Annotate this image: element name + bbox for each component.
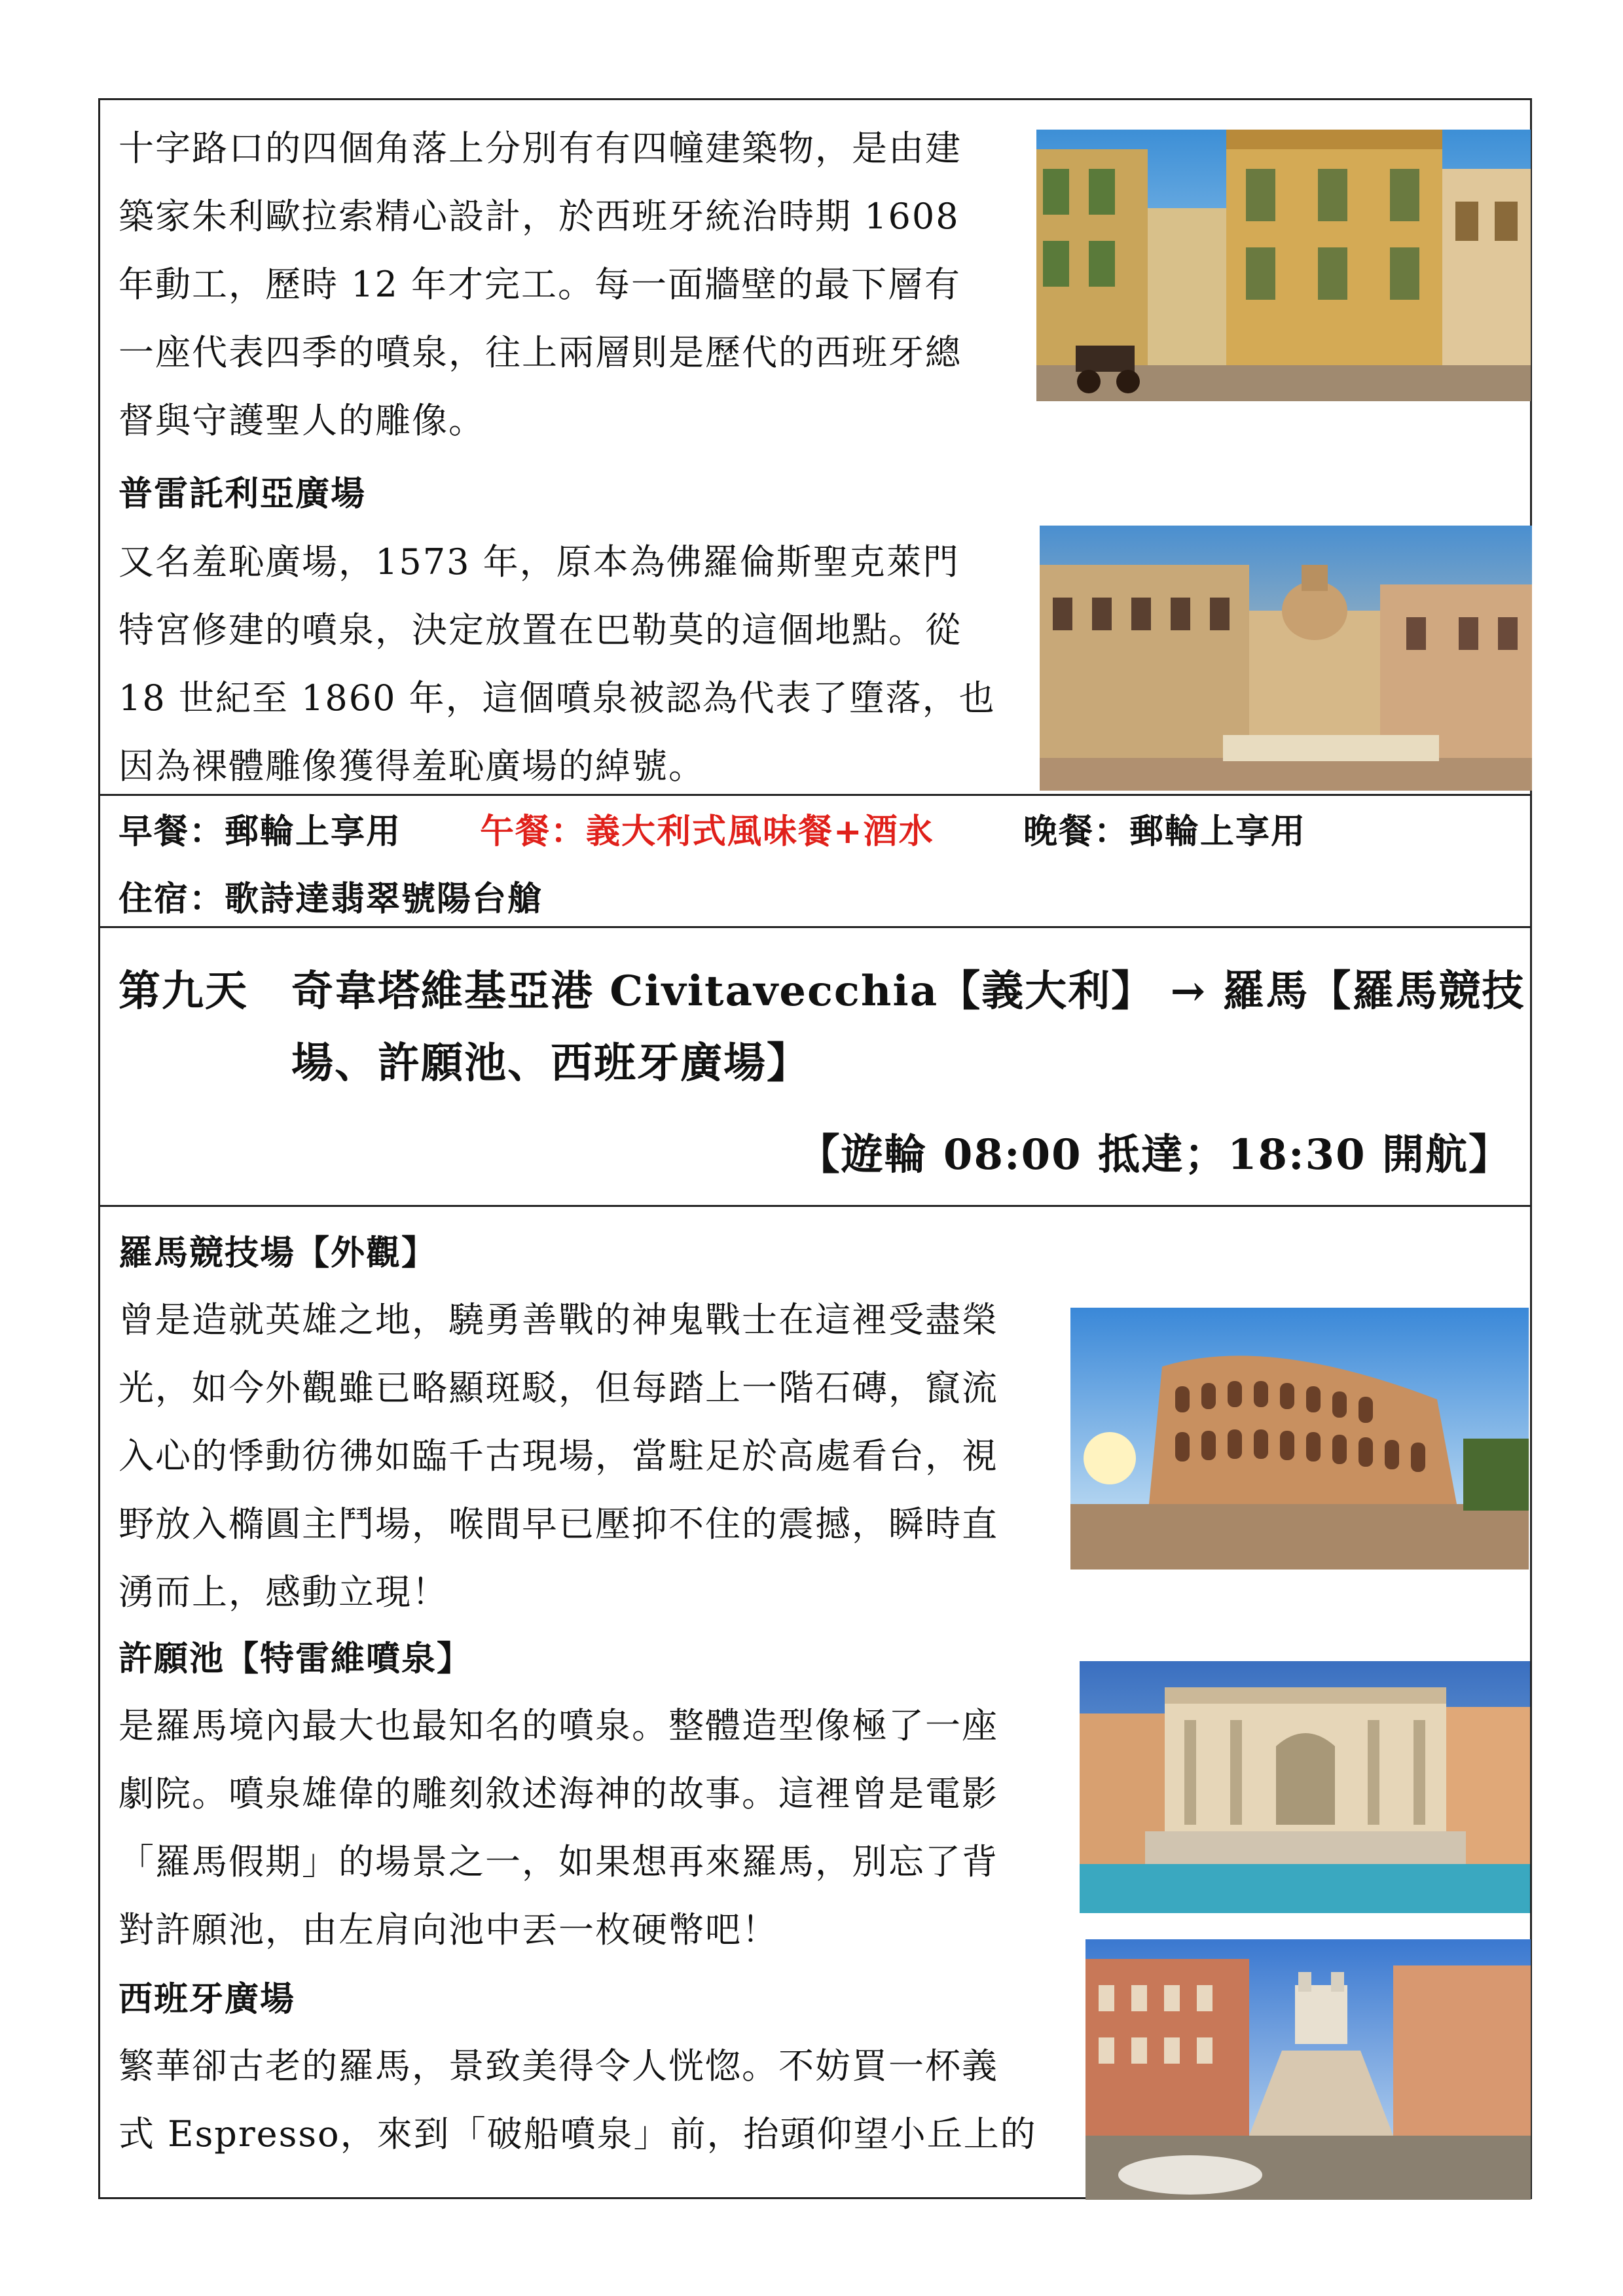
itinerary-frame xyxy=(98,98,1532,2199)
text-line: 曾是造就英雄之地，驍勇善戰的神鬼戰士在這裡受盡榮 xyxy=(119,1299,998,1340)
spanish-steps-heading: 西班牙廣場 xyxy=(119,1980,296,2019)
text-line: 繁華卻古老的羅馬，景致美得令人恍惚。不妨買一杯義 xyxy=(119,2045,998,2087)
trevi-fountain-illustration xyxy=(1080,1661,1530,1913)
text-line: 式 Espresso，來到「破船噴泉」前，抬頭仰望小丘上的 xyxy=(119,2113,1037,2155)
quattro-canti-illustration xyxy=(1036,130,1531,401)
text-line: 「羅馬假期」的場景之一，如果想再來羅馬，別忘了背 xyxy=(119,1841,998,1882)
text-line: 十字路口的四個角落上分別有有四幢建築物，是由建 xyxy=(119,128,962,169)
colosseum-description xyxy=(119,1286,998,1626)
text-line: 督與守護聖人的雕像。 xyxy=(119,400,485,441)
trevi-fountain-description xyxy=(119,1692,998,1964)
spanish-steps-illustration xyxy=(1085,1939,1531,2200)
quattro-canti-photo xyxy=(1036,130,1531,401)
piazza-pretoria-description xyxy=(119,528,996,800)
divider xyxy=(100,794,1530,796)
quattro-canti-description xyxy=(119,115,962,455)
piazza-pretoria-heading: 普雷託利亞廣場 xyxy=(119,475,367,514)
piazza-pretoria-illustration xyxy=(1040,526,1532,791)
text-line: 入心的悸動彷彿如臨千古現場，當駐足於高處看台，視 xyxy=(119,1435,998,1477)
text-line: 一座代表四季的噴泉，往上兩層則是歷代的西班牙總 xyxy=(119,332,962,373)
cruise-schedule: 【遊輪 08:00 抵達；18:30 開航】 xyxy=(797,1130,1512,1179)
text-line: 是羅馬境內最大也最知名的噴泉。整體造型像極了一座 xyxy=(119,1705,998,1746)
text-line: 野放入橢圓主鬥場，喉間早已壓抑不住的震撼，瞬時直 xyxy=(119,1503,998,1545)
lodging-info: 住宿：歌詩達翡翠號陽台艙 xyxy=(119,880,543,919)
day-route-line2: 場、許願池、西班牙廣場】 xyxy=(291,1039,810,1088)
text-line: 年動工，歷時 12 年才完工。每一面牆壁的最下層有 xyxy=(119,264,962,305)
dinner-info: 晚餐：郵輪上享用 xyxy=(1023,812,1307,852)
divider xyxy=(100,1205,1530,1207)
trevi-fountain-heading: 許願池【特雷維噴泉】 xyxy=(119,1640,473,1679)
divider xyxy=(100,926,1530,928)
piazza-pretoria-photo xyxy=(1040,526,1532,791)
colosseum-photo xyxy=(1070,1308,1529,1570)
day-label: 第九天 xyxy=(119,967,248,1016)
colosseum-illustration xyxy=(1070,1308,1529,1570)
text-line: 湧而上，感動立現！ xyxy=(119,1571,448,1613)
day-route-line1: 奇韋塔維基亞港 Civitavecchia【義大利】 → 羅馬【羅馬競技 xyxy=(291,967,1525,1016)
spanish-steps-description xyxy=(119,2032,1037,2168)
text-line: 18 世紀至 1860 年，這個噴泉被認為代表了墮落，也 xyxy=(119,677,996,719)
spanish-steps-photo xyxy=(1085,1939,1531,2200)
text-line: 劇院。噴泉雄偉的雕刻敘述海神的故事。這裡曾是電影 xyxy=(119,1773,998,1814)
trevi-fountain-photo xyxy=(1080,1661,1530,1913)
text-line: 光，如今外觀雖已略顯斑駁，但每踏上一階石磚，竄流 xyxy=(119,1367,998,1408)
lunch-info: 午餐：義大利式風味餐+酒水 xyxy=(480,812,934,852)
colosseum-heading: 羅馬競技場【外觀】 xyxy=(119,1234,437,1273)
text-line: 因為裸體雕像獲得羞恥廣場的綽號。 xyxy=(119,745,705,787)
text-line: 築家朱利歐拉索精心設計，於西班牙統治時期 1608 xyxy=(119,196,960,237)
breakfast-info: 早餐：郵輪上享用 xyxy=(119,812,402,852)
text-line: 又名羞恥廣場，1573 年，原本為佛羅倫斯聖克萊門 xyxy=(119,541,960,583)
text-line: 特宮修建的噴泉，決定放置在巴勒莫的這個地點。從 xyxy=(119,609,962,651)
text-line: 對許願池，由左肩向池中丟一枚硬幣吧！ xyxy=(119,1909,778,1950)
